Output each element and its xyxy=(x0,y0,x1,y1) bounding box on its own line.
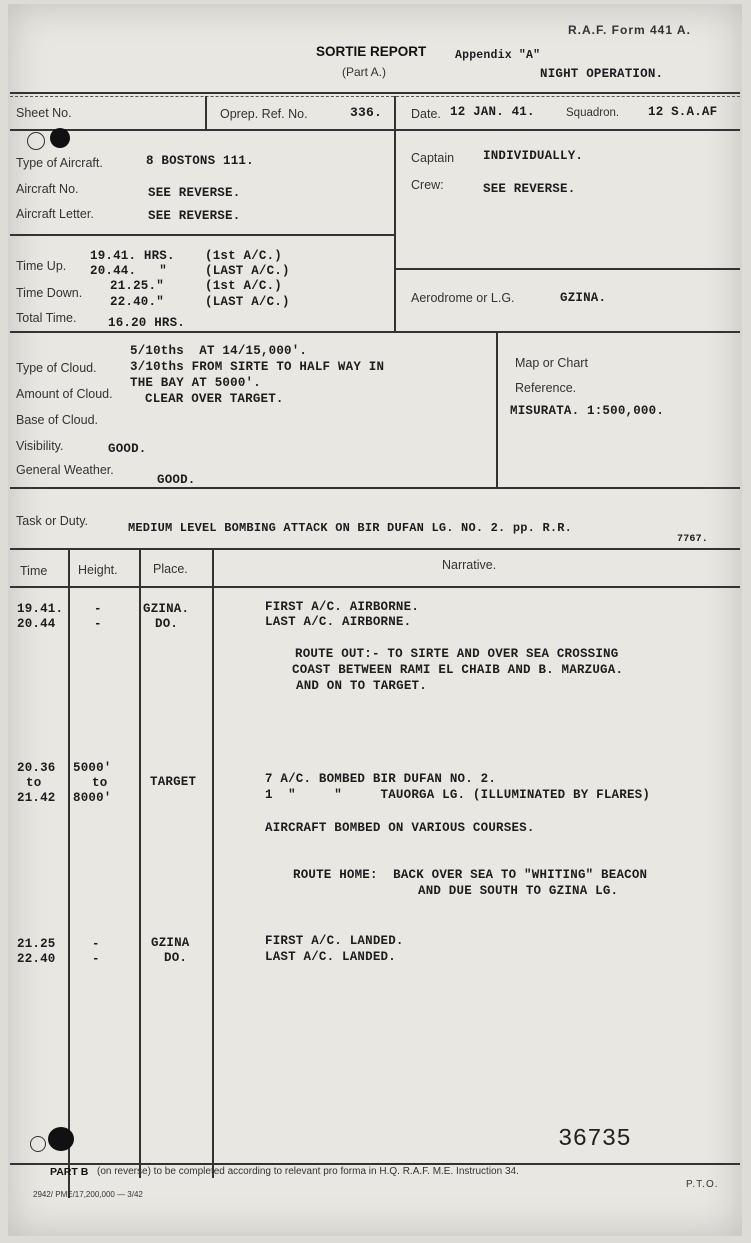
captain-label: Captain xyxy=(411,151,455,165)
operation-type: NIGHT OPERATION. xyxy=(540,67,664,81)
time-down-last-note: (LAST A/C.) xyxy=(205,295,290,309)
pto-label: P.T.O. xyxy=(686,1179,719,1190)
r3-time-to: to xyxy=(26,776,42,790)
general-weather-label: General Weather. xyxy=(16,463,114,477)
rule xyxy=(10,96,740,97)
r5-time: 22.40 xyxy=(17,952,56,966)
col-place-header: Place. xyxy=(153,562,188,576)
r3-narrative-2: 1 " " TAUORGA LG. (ILLUMINATED BY FLARES) xyxy=(265,788,651,802)
r3-height-from: 5000' xyxy=(73,761,112,775)
time-up-label: Time Up. xyxy=(16,259,67,273)
cloud-base-label: Base of Cloud. xyxy=(16,413,98,427)
col-divider xyxy=(212,548,214,1178)
captain-value: INDIVIDUALLY. xyxy=(483,149,584,163)
form-part: (Part A.) xyxy=(342,65,387,79)
rule xyxy=(10,487,740,489)
r3-narrative-1: 7 A/C. BOMBED BIR DUFAN NO. 2. xyxy=(265,772,497,786)
time-up-first: 19.41. HRS. xyxy=(90,249,175,263)
document-number: 36735 xyxy=(558,1126,632,1153)
sheet-label: Sheet No. xyxy=(16,106,72,120)
r5-narrative: LAST A/C. LANDED. xyxy=(265,950,396,964)
aircraft-letter-label: Aircraft Letter. xyxy=(16,207,94,221)
time-up-last: 20.44. " xyxy=(90,264,168,278)
rule xyxy=(10,92,740,94)
rule xyxy=(10,234,394,236)
r4-time: 21.25 xyxy=(17,937,56,951)
aircraft-letter-value: SEE REVERSE. xyxy=(148,209,241,223)
visibility-value: GOOD. xyxy=(108,442,147,456)
crew-value: SEE REVERSE. xyxy=(483,182,576,196)
time-up-last-note: (LAST A/C.) xyxy=(205,264,290,278)
r2-height: - xyxy=(94,617,102,631)
r3-time-from: 20.36 xyxy=(17,761,56,775)
form-number: R.A.F. Form 441 A. xyxy=(568,23,691,37)
task-value: MEDIUM LEVEL BOMBING ATTACK ON BIR DUFAN LG. NO. 2. pp. R.R. xyxy=(128,521,573,535)
col-divider xyxy=(68,548,70,1198)
rule xyxy=(10,129,740,131)
rule xyxy=(10,331,740,333)
appendix-label: Appendix "A" xyxy=(455,49,541,62)
map-reference-label: Reference. xyxy=(515,381,577,395)
cloud-line-4: CLEAR OVER TARGET. xyxy=(145,392,284,406)
oprep-label: Oprep. Ref. No. xyxy=(220,107,308,121)
oprep-value: 336. xyxy=(350,105,383,120)
r3-height-until: 8000' xyxy=(73,791,112,805)
visibility-label: Visibility. xyxy=(16,439,64,453)
divider xyxy=(394,96,396,331)
date-value: 12 JAN. 41. xyxy=(450,105,535,119)
r2-time: 20.44 xyxy=(17,617,56,631)
map-label: Map or Chart xyxy=(515,356,588,370)
divider xyxy=(205,96,207,129)
aircraft-type-label: Type of Aircraft. xyxy=(16,156,103,170)
r2-narrative: LAST A/C. AIRBORNE. xyxy=(265,615,412,629)
r5-place: DO. xyxy=(164,951,188,965)
r1-place: GZINA. xyxy=(143,602,190,616)
r3-place: TARGET xyxy=(150,775,197,789)
task-reference: 7767. xyxy=(677,534,709,545)
courses-note: AIRCRAFT BOMBED ON VARIOUS COURSES. xyxy=(265,821,535,835)
total-time-label: Total Time. xyxy=(16,311,77,325)
cloud-amount-label: Amount of Cloud. xyxy=(16,387,113,401)
map-value: MISURATA. 1:500,000. xyxy=(510,404,665,418)
squadron-label: Squadron. xyxy=(566,107,620,119)
r3-time-until: 21.42 xyxy=(17,791,56,805)
part-b-label: PART B xyxy=(50,1166,89,1178)
r1-narrative: FIRST A/C. AIRBORNE. xyxy=(265,600,420,614)
form-title: SORTIE REPORT xyxy=(316,44,427,59)
date-label: Date. xyxy=(411,107,441,121)
punch-hole xyxy=(48,1127,74,1151)
r4-place: GZINA xyxy=(151,936,190,950)
time-down-first: 21.25." xyxy=(110,279,164,293)
col-time-header: Time xyxy=(20,564,48,578)
part-b-text: (on reverse) to be completed according to relevant pro forma in H.Q. R.A.F. M.E. Instruction 34. xyxy=(97,1166,519,1177)
punch-hole xyxy=(30,1136,46,1152)
r3-height-to: to xyxy=(92,776,108,790)
col-divider xyxy=(139,548,141,1178)
cloud-line-2: 3/10ths FROM SIRTE TO HALF WAY IN xyxy=(130,360,385,374)
col-narrative-header: Narrative. xyxy=(442,558,497,572)
aircraft-no-value: SEE REVERSE. xyxy=(148,186,241,200)
r1-height: - xyxy=(94,602,102,616)
cloud-line-1: 5/10ths AT 14/15,000'. xyxy=(130,344,308,358)
task-label: Task or Duty. xyxy=(16,514,89,528)
squadron-value: 12 S.A.AF xyxy=(648,105,718,119)
time-down-first-note: (1st A/C.) xyxy=(205,279,283,293)
rule xyxy=(10,548,740,550)
crew-label: Crew: xyxy=(411,178,444,192)
route-out-3: AND ON TO TARGET. xyxy=(296,679,427,693)
r4-narrative: FIRST A/C. LANDED. xyxy=(265,934,404,948)
route-out-1: ROUTE OUT:- TO SIRTE AND OVER SEA CROSSING xyxy=(295,647,619,661)
divider xyxy=(496,331,498,487)
cloud-type-label: Type of Cloud. xyxy=(16,361,97,375)
time-up-first-note: (1st A/C.) xyxy=(205,249,283,263)
aerodrome-value: GZINA. xyxy=(560,291,607,305)
r5-height: - xyxy=(92,952,100,966)
print-code: 2942/ PME/17,200,000 — 3/42 xyxy=(33,1190,143,1199)
route-home-1: ROUTE HOME: BACK OVER SEA TO "WHITING" BEACON xyxy=(293,868,648,882)
time-down-label: Time Down. xyxy=(16,286,83,300)
cloud-line-3: THE BAY AT 5000'. xyxy=(130,376,261,390)
col-height-header: Height. xyxy=(78,563,118,577)
punch-hole xyxy=(27,132,45,150)
aircraft-no-label: Aircraft No. xyxy=(16,182,79,196)
aerodrome-label: Aerodrome or L.G. xyxy=(411,291,515,305)
r1-time: 19.41. xyxy=(17,602,64,616)
time-down-last: 22.40." xyxy=(110,295,164,309)
rule xyxy=(394,268,740,270)
general-weather-value: GOOD. xyxy=(157,473,196,487)
rule xyxy=(10,586,740,588)
r4-height: - xyxy=(92,937,100,951)
rule xyxy=(10,1163,740,1165)
total-time-value: 16.20 HRS. xyxy=(108,316,186,330)
route-out-2: COAST BETWEEN RAMI EL CHAIB AND B. MARZUGA. xyxy=(292,663,624,677)
punch-hole xyxy=(50,128,70,148)
route-home-2: AND DUE SOUTH TO GZINA LG. xyxy=(418,884,619,898)
r2-place: DO. xyxy=(155,617,179,631)
aircraft-type-value: 8 BOSTONS 111. xyxy=(146,154,254,168)
